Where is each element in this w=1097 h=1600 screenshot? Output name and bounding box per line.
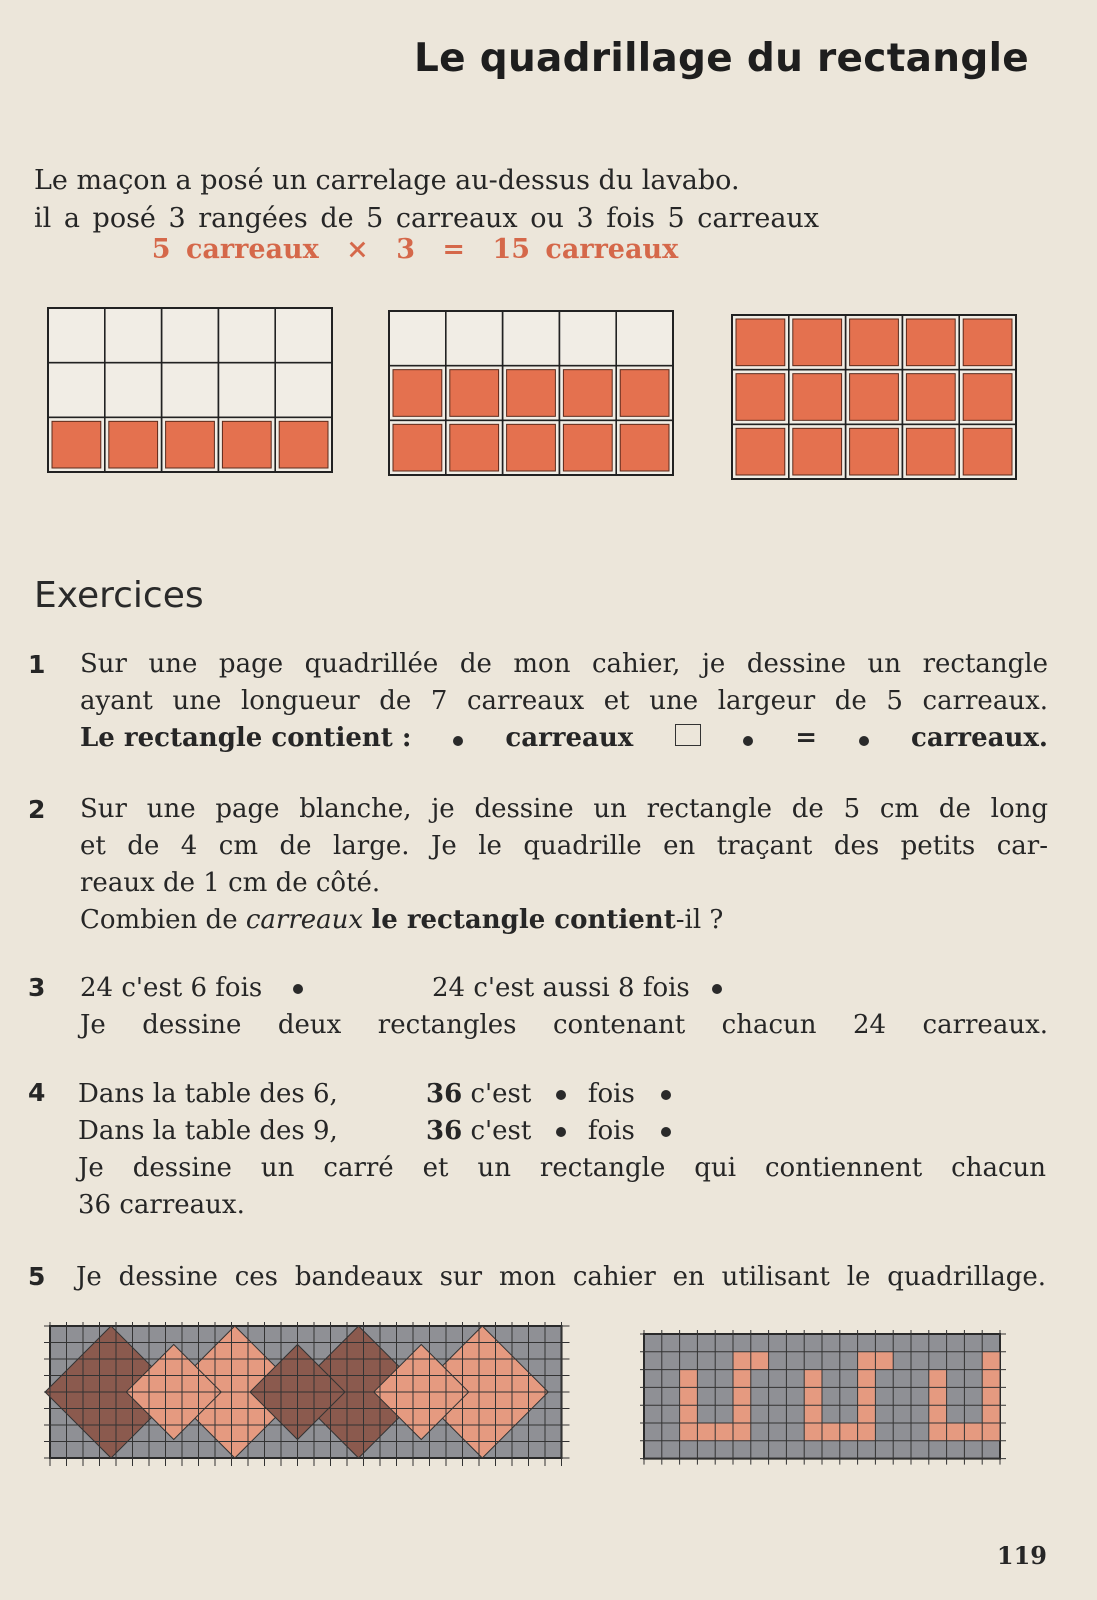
formula-operator: × [346,234,369,265]
band-salmon-cell [929,1423,947,1441]
tile [850,319,899,366]
exercise-2-line-3: reaux de 1 cm de côté. [80,868,381,898]
band-salmon-cell [982,1405,1000,1423]
tile [906,319,955,366]
exercise-1-statement: Le rectangle contient : [80,723,412,753]
band-salmon-cell [858,1387,876,1405]
exercise-1-line-1: Sur une page quadrillée de mon cahier, je dessine un rectangle [80,649,1048,679]
band-salmon-cell [733,1423,751,1441]
band-salmon-cell [697,1423,715,1441]
exercise-2-question-c: le rectangle contient [371,905,676,935]
exercise-3-part-b [432,970,722,1007]
band-salmon-cell [858,1370,876,1388]
exercise-4-line-2 [78,1113,1046,1150]
band-salmon-cell [964,1423,982,1441]
band-salmon-cell [822,1423,840,1441]
exercise-2-question-b: carreaux [245,905,364,935]
exercise-5-line-1: Je dessine ces bandeaux sur mon cahier en utilisant le quadrillage. [76,1262,1046,1292]
exercise-4-line-3: Je dessine un carré et un rectangle qui contiennent chacun [78,1153,1046,1183]
exercise-1-equals: = [795,723,818,753]
tile [963,319,1012,366]
exercise-4-fois: fois [587,1116,635,1146]
tiling-illustration-3-rows [730,313,1022,483]
tile [166,421,215,468]
band-salmon-cell [947,1423,965,1441]
exercise-3-line-1 [80,970,1048,1007]
exercise-4-table-9: Dans la table des 9, [78,1116,338,1146]
exercise-4-fois: fois [587,1079,635,1109]
exercise-3-line-2: Je dessine deux rectangles contenant chacun 24 carreaux. [80,1010,1048,1040]
tile [850,374,899,421]
band-salmon-cell [715,1423,733,1441]
band-salmon-cell [680,1370,698,1388]
exercise-4-value: 36 [426,1116,463,1146]
band-salmon-cell [751,1352,769,1370]
band-salmon-cell [680,1387,698,1405]
tile [222,421,271,468]
blank-dot [859,736,869,746]
tile [906,374,955,421]
multiplication-formula [0,234,830,265]
band-salmon-cell [858,1352,876,1370]
exercise-4-cest: c'est [470,1079,532,1109]
exercise-1-line-3 [80,720,1048,757]
blank-dot [556,1090,566,1100]
band-salmon-cell [858,1405,876,1423]
page-number: 119 [996,1541,1047,1570]
blank-dot [453,736,463,746]
band-salmon-cell [875,1352,893,1370]
band-salmon-cell [982,1352,1000,1370]
tile [563,370,612,417]
exercise-4-table-6: Dans la table des 6, [78,1079,338,1109]
tile [793,319,842,366]
exercise-number-5: 5 [28,1262,46,1291]
blank-dot [712,984,722,994]
tile [793,428,842,475]
formula-left: 5 carreaux [151,234,319,265]
exercise-1-unit-a: carreaux [505,723,634,753]
band-salmon-cell [982,1423,1000,1441]
exercise-3-part-a: 24 c'est 6 fois [80,973,263,1003]
tiling-illustration-1-row [46,306,336,476]
intro-text [34,162,819,238]
exercise-1 [80,646,1048,757]
tile [563,424,612,471]
exercise-3-part-b-text: 24 c'est aussi 8 fois [432,973,690,1003]
tile [507,424,556,471]
tile [393,370,442,417]
blank-dot [293,984,303,994]
band-salmon-cell [929,1405,947,1423]
band-salmon-cell [733,1370,751,1388]
exercise-number-3: 3 [28,973,46,1002]
blank-dot [661,1090,671,1100]
band-salmon-cell [733,1405,751,1423]
tile [850,428,899,475]
formula-factor: 3 [396,234,415,265]
band-salmon-cell [929,1387,947,1405]
tile [393,424,442,471]
blank-dot [743,736,753,746]
tiling-illustration-2-rows [387,309,681,479]
exercise-2-question-d: -il ? [675,905,724,935]
band-salmon-cell [804,1423,822,1441]
exercise-1-unit-b: carreaux. [911,723,1048,753]
exercise-4-line-1 [78,1076,1046,1113]
band-salmon-cell [982,1387,1000,1405]
meander-band-pattern [640,1330,1020,1480]
band-salmon-cell [680,1405,698,1423]
intro-line-1: Le maçon a posé un carrelage au-dessus du lavabo. [34,165,740,196]
diamond-band-pattern [44,1322,574,1482]
tile [963,428,1012,475]
band-salmon-cell [680,1423,698,1441]
tile [52,421,101,468]
tile [450,370,499,417]
exercise-1-line-2: ayant une longueur de 7 carreaux et une largeur de 5 carreaux. [80,686,1048,716]
band-salmon-cell [840,1423,858,1441]
tile [963,374,1012,421]
band-salmon-cell [733,1387,751,1405]
exercise-5 [76,1259,1046,1296]
exercise-2-line-2: et de 4 cm de large. Je le quadrille en traçant des petits car- [80,831,1048,861]
band-salmon-cell [804,1405,822,1423]
intro-line-2: il a posé 3 rangées de 5 carreaux ou 3 fois 5 carreaux [34,203,820,234]
tile [279,421,328,468]
exercise-4-value: 36 [426,1079,463,1109]
exercise-4-cest: c'est [470,1116,532,1146]
band-salmon-cell [858,1423,876,1441]
tile [793,374,842,421]
exercise-2-line-4 [80,902,1048,939]
tile [507,370,556,417]
exercise-number-4: 4 [28,1078,46,1107]
band-salmon-cell [733,1352,751,1370]
exercise-number-1: 1 [28,650,46,679]
tile [450,424,499,471]
tile [620,370,669,417]
tile [736,374,785,421]
exercise-2-line-1: Sur une page blanche, je dessine un rectangle de 5 cm de long [80,794,1048,824]
exercise-4 [78,1076,1046,1224]
band-salmon-cell [804,1387,822,1405]
band-salmon-cell [804,1370,822,1388]
exercise-2 [80,791,1048,939]
tile [620,424,669,471]
exercise-3 [80,970,1048,1044]
exercise-4-part [426,1113,671,1150]
exercise-4-line-4: 36 carreaux. [78,1190,245,1220]
section-title-exercices: Exercices [34,575,204,616]
blank-dot [556,1127,566,1137]
formula-equals: = [442,234,466,265]
exercise-2-question-a: Combien de [80,905,238,935]
tile [109,421,158,468]
blank-box [675,724,701,746]
tile [736,319,785,366]
tile [736,428,785,475]
exercise-4-part [426,1076,671,1113]
band-salmon-cell [982,1370,1000,1388]
formula-result: 15 carreaux [492,234,679,265]
band-salmon-cell [929,1370,947,1388]
blank-dot [661,1127,671,1137]
tile [906,428,955,475]
exercise-number-2: 2 [28,795,46,824]
page-title: Le quadrillage du rectangle [413,36,1029,81]
